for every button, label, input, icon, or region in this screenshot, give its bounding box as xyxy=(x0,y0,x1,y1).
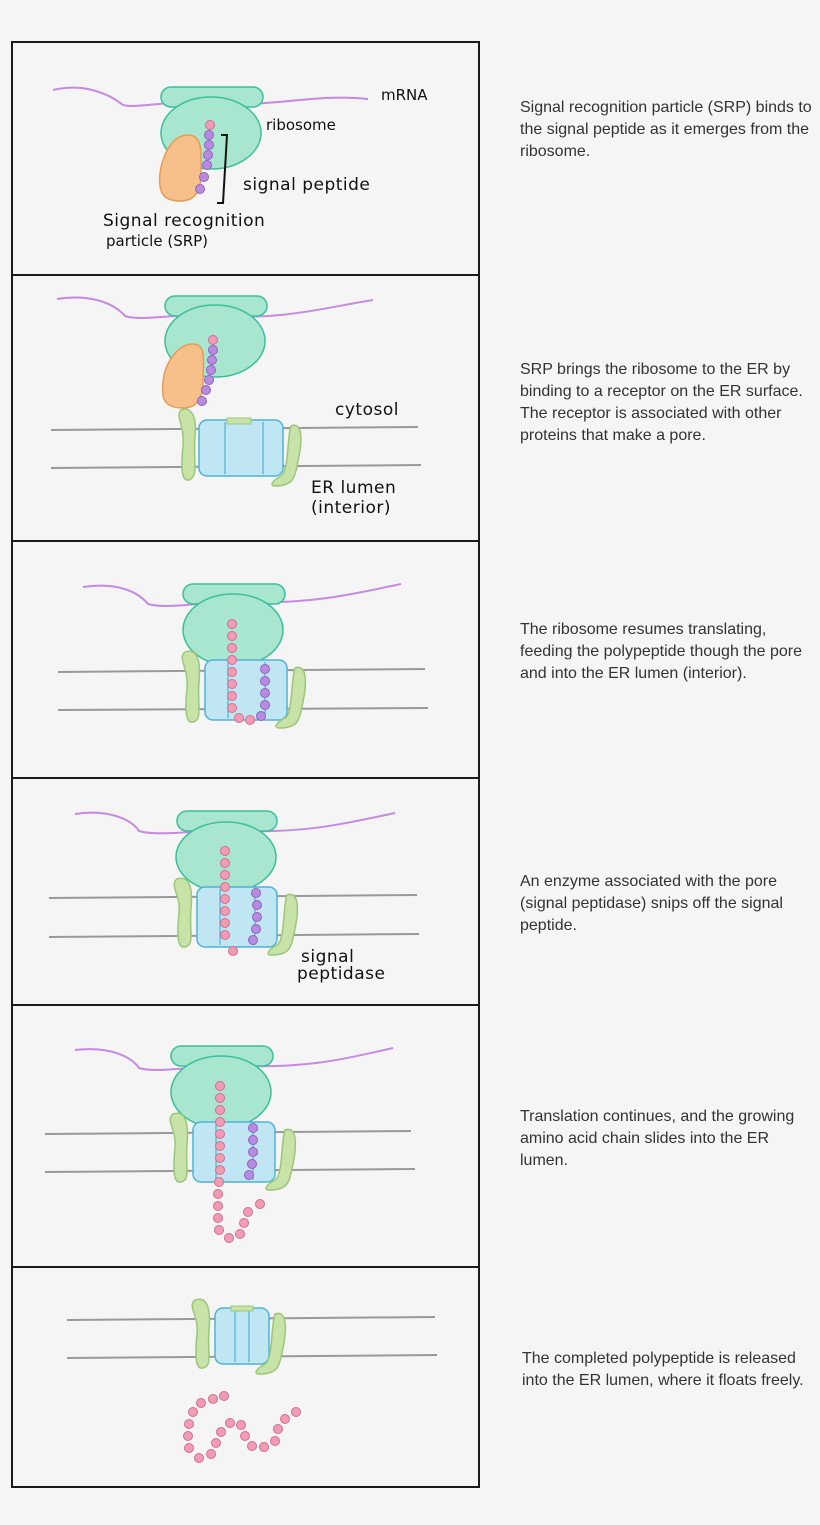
label-cytosol: cytosol xyxy=(335,400,399,420)
step-6-caption: The completed polypeptide is released into the ER lumen, where it floats freely. xyxy=(522,1350,804,1389)
ribosome-large-subunit xyxy=(176,822,276,892)
label-signal-peptide: signal peptide xyxy=(243,175,371,195)
label-er-lumen-line2: (interior) xyxy=(311,498,391,518)
pore-cap xyxy=(231,1306,253,1311)
pore-cap xyxy=(227,418,251,424)
step-4-caption: An enzyme associated with the pore (signal peptidase) snips off the signal peptide. xyxy=(520,873,783,934)
step-3-illustration xyxy=(13,542,482,782)
pore-protein xyxy=(199,420,283,476)
label-signal-peptidase-line2: peptidase xyxy=(297,964,386,984)
released-polypeptide xyxy=(184,1392,301,1463)
step-1-illustration xyxy=(13,43,482,278)
step-2-illustration xyxy=(13,276,482,544)
label-srp-line2: particle (SRP) xyxy=(106,232,209,250)
step-1-caption: Signal recognition particle (SRP) binds to the signal peptide as it emerges from the ribosome. xyxy=(520,99,812,160)
label-mrna: mRNA xyxy=(381,86,428,104)
srp-receptor xyxy=(179,409,195,480)
step-2-panel xyxy=(11,274,480,542)
pore-protein xyxy=(197,887,277,947)
pore-protein xyxy=(193,1122,275,1182)
step-6-illustration xyxy=(13,1268,482,1490)
step-4-panel xyxy=(11,777,480,1006)
label-er-lumen-line1: ER lumen xyxy=(311,478,397,498)
step-4-illustration xyxy=(13,779,482,1008)
step-5-panel xyxy=(11,1004,480,1268)
step-3-panel xyxy=(11,540,480,780)
step-2-caption: SRP brings the ribosome to the ER by binding to a receptor on the ER surface. The receptor is associated with other proteins that make a pore. xyxy=(520,361,803,444)
step-5-illustration xyxy=(13,1006,482,1270)
step-5-caption: Translation continues, and the growing amino acid chain slides into the ER lumen. xyxy=(520,1108,795,1169)
label-srp-line1: Signal recognition xyxy=(103,211,266,231)
step-1-panel xyxy=(11,41,480,276)
label-signal-peptidase-line1: signal xyxy=(301,947,355,967)
pore-protein xyxy=(215,1308,269,1364)
step-6-panel xyxy=(11,1266,480,1488)
label-ribosome: ribosome xyxy=(266,116,336,134)
step-3-caption: The ribosome resumes translating, feeding the polypeptide though the pore and into the ER lumen (interior). xyxy=(520,621,803,682)
pore-protein xyxy=(205,660,287,720)
srp-receptor xyxy=(182,651,199,722)
